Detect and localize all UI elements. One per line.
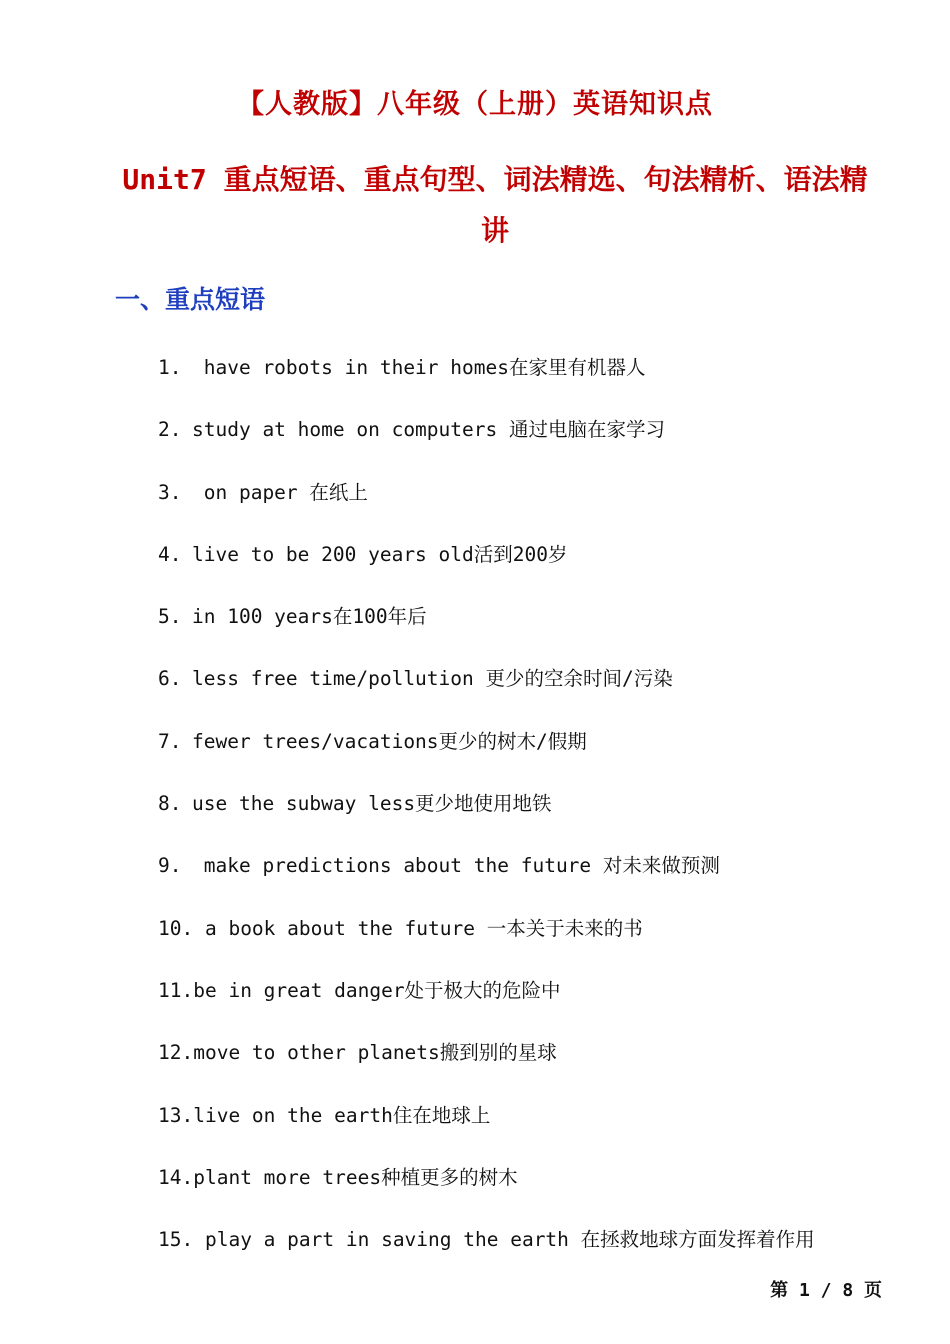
list-item-number: 12. [158, 1041, 194, 1065]
list-item-number: 6. [158, 667, 182, 691]
list-item-number: 9. [158, 854, 182, 878]
list-item [158, 477, 918, 539]
document-title: 【人教版】八年级（上册）英语知识点 [237, 89, 713, 120]
list-item-text: move to other planets搬到别的星球 [193, 1041, 557, 1065]
list-item-text: on paper 在纸上 [192, 480, 368, 504]
list-item [158, 1100, 918, 1162]
list-item-text: fewer trees/vacations更少的树木/假期 [192, 729, 587, 753]
list-item-text: be in great danger处于极大的危险中 [193, 978, 561, 1002]
list-item-text: live on the earth住在地球上 [193, 1103, 491, 1127]
list-item-number: 13. [158, 1103, 194, 1127]
list-item [158, 1037, 918, 1099]
list-item-text: a book about the future 一本关于未来的书 [193, 916, 643, 940]
list-item [158, 726, 918, 788]
list-item-text: use the subway less更少地使用地铁 [192, 792, 552, 816]
list-item-number: 4. [158, 542, 182, 566]
list-item [158, 601, 918, 663]
list-item-number: 2. [158, 418, 182, 442]
list-item-number: 5. [158, 605, 182, 629]
list-item [158, 1162, 918, 1224]
page-number: 第 1 / 8 页 [770, 1280, 882, 1301]
list-item-text: have robots in their homes在家里有机器人 [192, 356, 646, 379]
list-item [158, 975, 918, 1037]
list-item-number: 10. [158, 916, 194, 940]
document-subtitle: Unit7 重点短语、重点句型、词法精选、句法精析、语法精讲 [122, 163, 868, 247]
list-item-text: play a part in saving the earth 在拯救地球方面发挥着作用 [193, 1228, 815, 1252]
list-item-text: less free time/pollution 更少的空余时间/污染 [192, 667, 673, 691]
list-item [158, 850, 918, 912]
list-item [158, 913, 918, 975]
section-heading: 一、重点短语 [115, 285, 266, 314]
list-item-text: plant more trees种植更多的树木 [193, 1165, 518, 1189]
list-item [158, 414, 918, 476]
list-item-number: 11. [158, 978, 194, 1002]
list-item-number: 7. [158, 729, 182, 753]
list-item [158, 352, 918, 414]
list-item-text: make predictions about the future 对未来做预测 [192, 854, 720, 878]
list-item-number: 15. [158, 1228, 194, 1252]
list-item-number: 3. [158, 480, 182, 504]
list-item-text: in 100 years在100年后 [192, 605, 427, 629]
list-item-text: live to be 200 years old活到200岁 [192, 542, 568, 566]
list-item-number: 1. [158, 356, 182, 379]
list-item [158, 788, 918, 850]
list-item-text: study at home on computers 通过电脑在家学习 [192, 418, 665, 442]
list-item [158, 663, 918, 725]
list-item [158, 539, 918, 601]
phrase-list [158, 352, 918, 1286]
list-item-number: 8. [158, 792, 182, 816]
list-item-number: 14. [158, 1165, 194, 1189]
